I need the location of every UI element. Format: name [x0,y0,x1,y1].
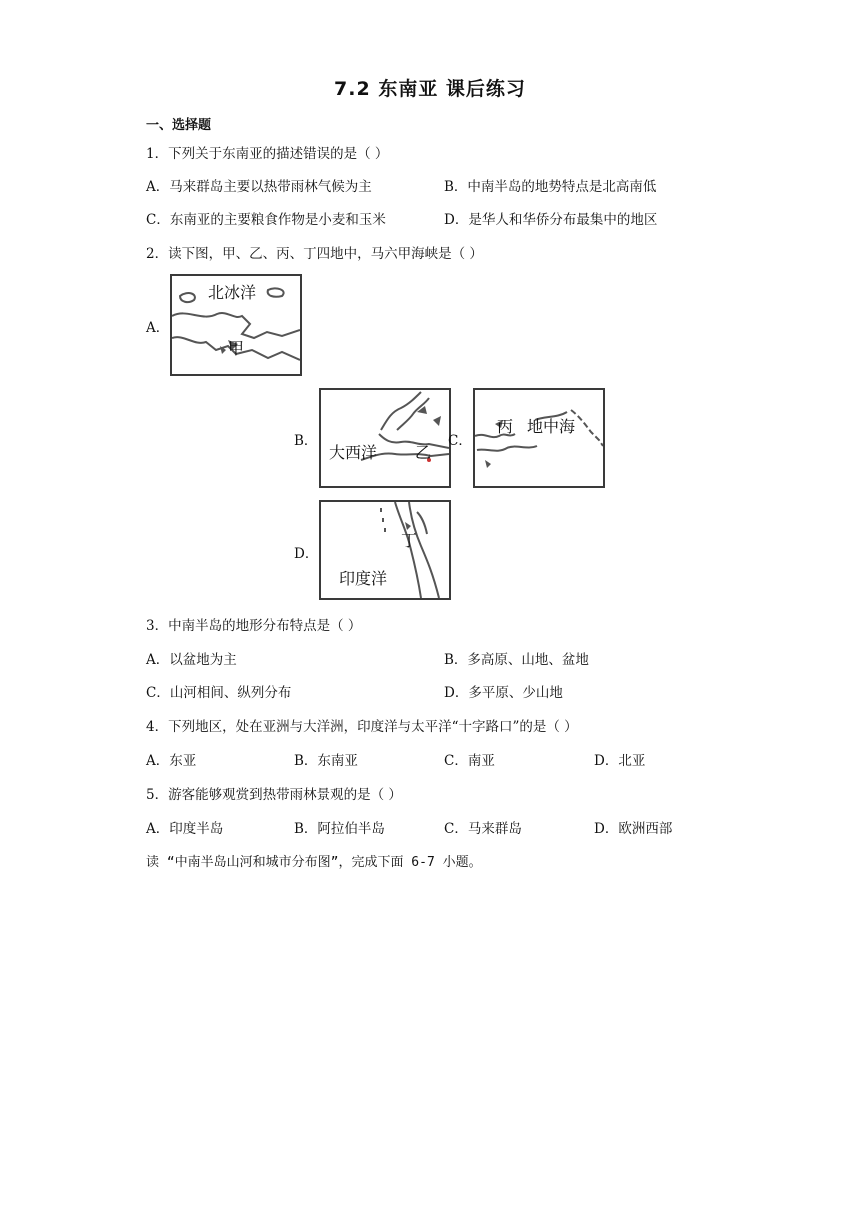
q4-option-c[interactable]: C．南亚 [444,753,495,769]
map-d-drawing [321,502,449,598]
q4-option-a[interactable]: A．东亚 [146,753,197,769]
q4-option-b[interactable]: B．东南亚 [294,753,358,769]
section-heading: 一、选择题 [146,118,212,133]
q2-option-d-label[interactable]: D． [294,546,319,562]
q3-option-c[interactable]: C．山河相间、纵列分布 [146,685,292,701]
q5-option-a[interactable]: A．印度半岛 [146,821,224,837]
map-a-ocean-label: 北冰洋 [208,283,257,302]
q2-option-b-label[interactable]: B． [294,433,318,449]
q3-option-a[interactable]: A．以盆地为主 [146,652,237,668]
question-2-stem: 2．读下图，甲、乙、丙、丁四地中，马六甲海峡是（ ） [146,246,483,262]
page-title: 7.2 东南亚 课后练习 [334,78,526,100]
question-3-stem: 3．中南半岛的地形分布特点是（ ） [146,618,362,634]
q2-option-a-label[interactable]: A． [146,320,170,336]
q5-option-b[interactable]: B．阿拉伯半岛 [294,821,385,837]
q1-option-c[interactable]: C．东南亚的主要粮食作物是小麦和玉米 [146,212,386,228]
map-b-ocean-label: 大西洋 [329,443,378,462]
q3-option-b[interactable]: B．多高原、山地、盆地 [444,652,589,668]
map-d-place-label: 丁 [401,531,418,550]
q1-option-a[interactable]: A．马来群岛主要以热带雨林气候为主 [146,179,372,195]
reading-instruction: 读 “中南半岛山河和城市分布图”，完成下面 6-7 小题。 [146,855,482,870]
q2-option-c-label[interactable]: C． [448,433,472,449]
q1-option-b[interactable]: B．中南半岛的地势特点是北高南低 [444,179,657,195]
map-a[interactable] [170,274,302,376]
q5-option-d[interactable]: D．欧洲西部 [594,821,673,837]
map-a-drawing [172,276,300,374]
map-c-place-label: 丙 [497,417,514,436]
map-b-place-label: 乙 [415,443,432,462]
map-a-place-label: 甲 [228,339,245,358]
question-1-stem: 1．下列关于东南亚的描述错误的是（ ） [146,146,389,162]
map-b-drawing [321,390,449,486]
question-5-stem: 5．游客能够观赏到热带雨林景观的是（ ） [146,787,402,803]
question-4-stem: 4．下列地区，处在亚洲与大洋洲，印度洋与太平洋“十字路口”的是（ ） [146,719,578,735]
q3-option-d[interactable]: D．多平原、少山地 [444,685,563,701]
map-d[interactable] [319,500,451,600]
map-b[interactable] [319,388,451,488]
q4-option-d[interactable]: D．北亚 [594,753,646,769]
map-c[interactable] [473,388,605,488]
q5-option-c[interactable]: C．马来群岛 [444,821,522,837]
map-c-ocean-label: 地中海 [527,417,576,436]
map-d-ocean-label: 印度洋 [339,569,388,588]
map-c-drawing [475,390,603,486]
q1-option-d[interactable]: D．是华人和华侨分布最集中的地区 [444,212,658,228]
